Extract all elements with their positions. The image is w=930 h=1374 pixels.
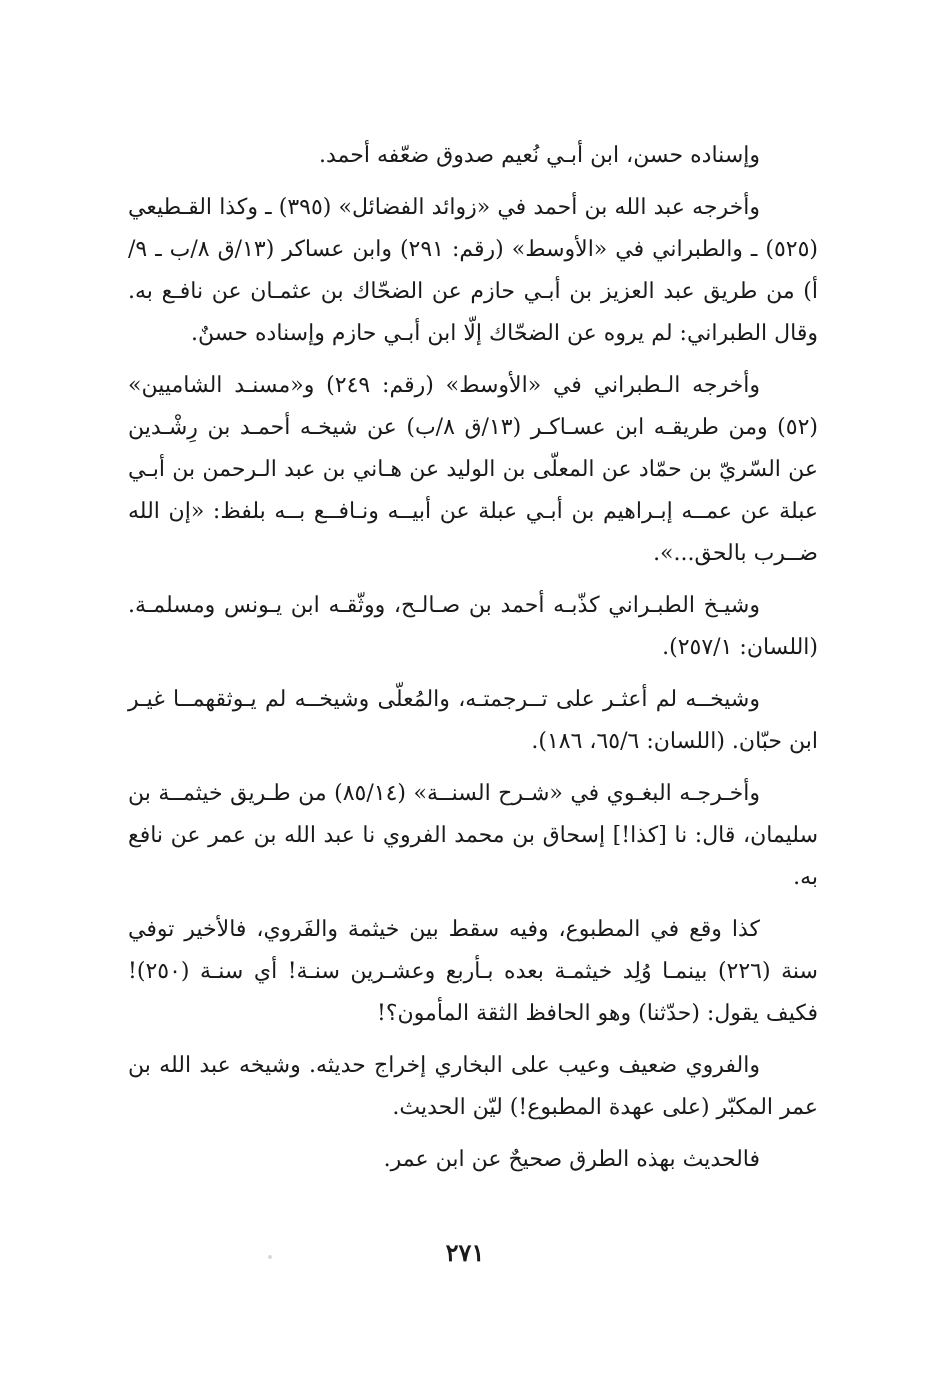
paragraph-4: وشيـخ الطبـراني كذّبـه أحمد بن صـالـح، ووثّقـه ابن يـونس ومسلمـة. (اللسان: ٢٥٧/١). [128, 593, 818, 660]
paragraph-5: وشيخــه لم أعثـر على تــرجمتـه، والمُعلّى وشيخــه لم يـوثقهمــا غيـر ابن حبّان. (اللسان: ٦٥/٦، ١٨٦). [128, 687, 818, 754]
scan-speck [268, 1255, 272, 1259]
page-body [128, 135, 818, 1191]
paragraph-2: وأخرجه عبد الله بن أحمد في «زوائد الفضائل» (٣٩٥) ـ وكذا القـطيعي (٥٢٥) ـ والطبراني في «الأوسط» (رقم: ٢٩١) وابن عساكر (١٣/ق ٨/ب ـ ٩/أ) من طريق عبد العزيز بن أبـي حازم عن الضحّاك بن عثمـان عن نافـع به. وقال الطبراني: لم يروه عن الضحّاك إلّا ابن أبـي حازم وإسناده حسنٌ. [128, 195, 818, 346]
paragraph-9: فالحديث بهذه الطرق صحيحٌ عن ابن عمر. [383, 1147, 760, 1172]
paragraph-3: وأخرجه الـطبراني في «الأوسط» (رقم: ٢٤٩) و«مسنـد الشاميين» (٥٢) ومن طريقـه ابن عسـاكـر (١٣/ق ٨/ب) عن شيخـه أحمـد بن رِشْـدين عن السّريّ بن حمّاد عن المعلّى بن الوليد عن هـاني بن عبد الـرحمن بن أبـي عبلة عن عمــه إبـراهيم بن أبـي عبلة عن أبيــه ونـافــع بــه بلفظ: «إن الله ضــرب بالحق...». [128, 373, 818, 566]
page-number: ٢٧١ [445, 1238, 485, 1267]
paragraph-1: وإسناده حسن، ابن أبـي نُعيم صدوق ضعّفه أحمد. [319, 143, 760, 168]
paragraph-6: وأخـرجـه البغـوي في «شـرح السنــة» (٨٥/١٤) من طـريق خيثمــة بن سليمان، قال: نا [كذا!] إسحاق بن محمد الفروي نا عبد الله بن عمر عن نافع به. [128, 781, 818, 890]
paragraph-8: والفروي ضعيف وعيب على البخاري إخراج حديثه. وشيخه عبد الله بن عمر المكبّر (على عهدة المطبوع!) ليّن الحديث. [128, 1053, 818, 1120]
paragraph-7: كذا وقع في المطبوع، وفيه سقط بين خيثمة والفَروي، فالأخير توفي سنة (٢٢٦) بينمـا وُلِد خيثمـة بعده بـأربع وعشـرين سنـة! أي سنـة (٢٥٠)! فكيف يقول: (حدّثنا) وهو الحافظ الثقة المأمون؟! [128, 917, 818, 1026]
